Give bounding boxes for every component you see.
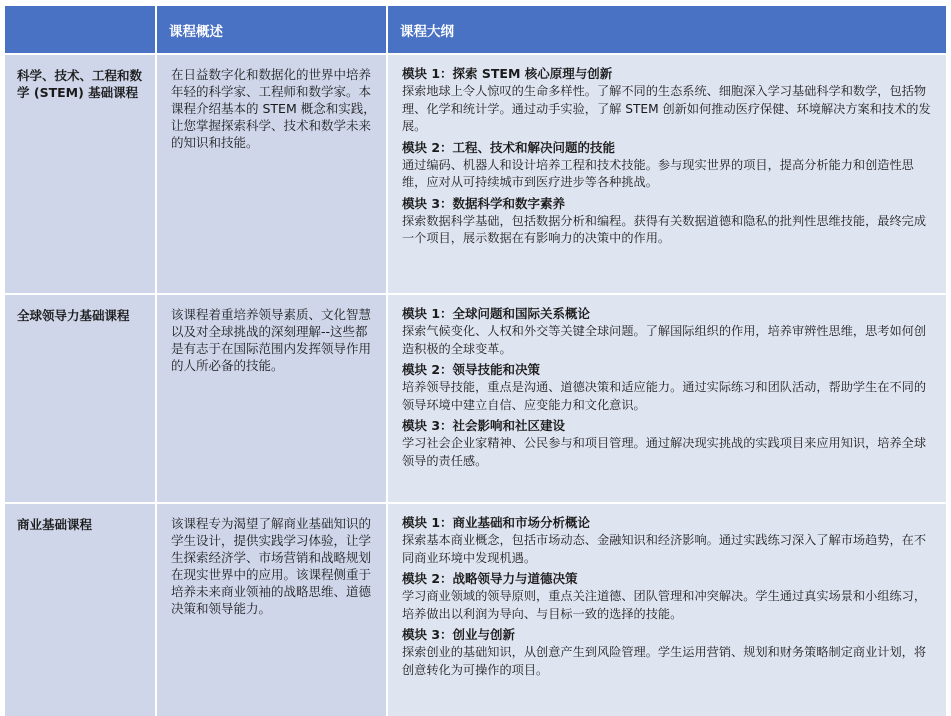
header-row (5, 6, 946, 53)
header-overview: 课程概述 (157, 6, 388, 53)
course-overview: 在日益数字化和数据化的世界中培养年轻的科学家、工程师和数学家。本课程介绍基本的 STEM 概念和实践，让您掌握探索科学、技术和数学未来的知识和技能。 (157, 53, 388, 293)
module-title: 模块 3：社会影响和社区建设 (402, 418, 566, 433)
module-description: 培养领导技能，重点是沟通、道德决策和适应能力。通过实际练习和团队活动，帮助学生在不同的领导环境中建立自信、应变能力和文化意识。 (402, 380, 927, 412)
course-outline (388, 502, 946, 716)
module-description: 通过编码、机器人和设计培养工程和技术技能。参与现实世界的项目，提高分析能力和创造性思维，应对从可持续城市到医疗进步等各种挑战。 (402, 157, 914, 189)
course-outline (388, 53, 946, 293)
header-course (5, 6, 157, 53)
header-outline: 课程大纲 (388, 6, 946, 53)
course-name: 商业基础课程 (5, 502, 157, 716)
course-name: 全球领导力基础课程 (5, 293, 157, 502)
module-title: 模块 1：全球问题和国际关系概论 (402, 306, 591, 321)
module-title: 模块 2：战略领导力与道德决策 (402, 571, 578, 586)
module-title: 模块 3：数据科学和数字素养 (402, 195, 566, 211)
table-row (5, 293, 946, 502)
course-overview: 该课程着重培养领导素质、文化智慧以及对全球挑战的深刻理解--这些都是有志于在国际范围内发挥领导作用的人所必备的技能。 (157, 293, 388, 502)
course-overview: 该课程专为渴望了解商业基础知识的学生设计，提供实践学习体验，让学生探索经济学、市场营销和战略规划在现实世界中的应用。该课程侧重于培养未来商业领袖的战略思维、道德决策和领导能力。 (157, 502, 388, 716)
module-description: 探索数据科学基础，包括数据分析和编程。获得有关数据道德和隐私的批判性思维技能，最终完成一个项目，展示数据在有影响力的决策中的作用。 (402, 213, 927, 245)
module-description: 学习商业领域的领导原则，重点关注道德、团队管理和冲突解决。学生通过真实场景和小组练习，培养做出以利润为导向、与目标一致的选择的技能。 (402, 589, 927, 621)
table-row (5, 502, 946, 716)
module-title: 模块 2：工程、技术和解决问题的技能 (402, 139, 616, 155)
module-title: 模块 2：领导技能和决策 (402, 362, 541, 377)
module-description: 探索基本商业概念，包括市场动态、金融知识和经济影响。通过实践练习深入了解市场趋势，在不同商业环境中发现机遇。 (402, 533, 927, 565)
course-table (5, 6, 946, 716)
module-description: 探索创业的基础知识，从创意产生到风险管理。学生运用营销、规划和财务策略制定商业计划，将创意转化为可操作的项目。 (402, 645, 927, 677)
module-title: 模块 3：创业与创新 (402, 627, 516, 642)
course-name: 科学、技术、工程和数学 (STEM) 基础课程 (5, 53, 157, 293)
module-description: 学习社会企业家精神、公民参与和项目管理。通过解决现实挑战的实践项目来应用知识，培养全球领导的责任感。 (402, 436, 927, 468)
module-title: 模块 1：探索 STEM 核心原理与创新 (402, 66, 613, 81)
module-description: 探索气候变化、人权和外交等关键全球问题。了解国际组织的作用，培养审辨性思维，思考如何创造积极的全球变革。 (402, 324, 927, 356)
table-row (5, 53, 946, 293)
course-outline (388, 293, 946, 502)
module-description: 探索地球上令人惊叹的生命多样性。了解不同的生态系统、细胞深入学习基础科学和数学，包括物理、化学和统计学。通过动手实验，了解 STEM 创新如何推动医疗保健、环境解决方案和技术的发展。 (402, 84, 931, 133)
module-title: 模块 1：商业基础和市场分析概论 (402, 515, 591, 530)
